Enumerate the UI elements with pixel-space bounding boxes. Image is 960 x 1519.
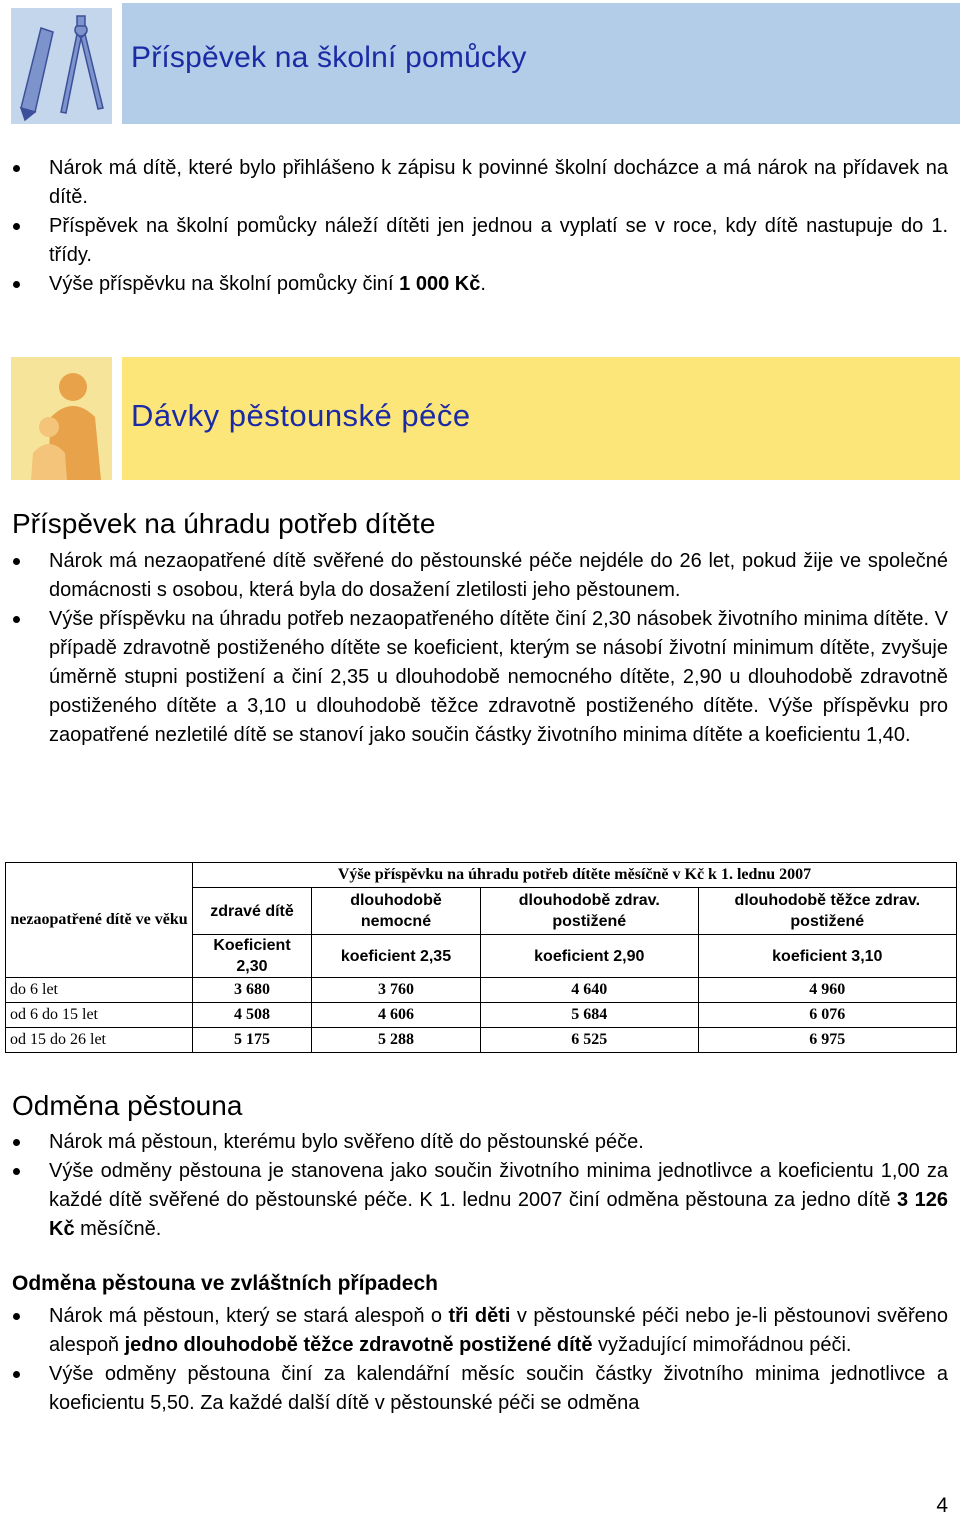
table-row [6, 1028, 957, 1053]
list-item: Výše odměny pěstouna činí za kalendářní měsíc součin částky životního minima jednotlivce a koeficientu 5,50. Za každé další dítě v pěstounské péči se odměna [0, 1360, 960, 1418]
table-title: Výše příspěvku na úhradu potřeb dítěte měsíčně v Kč k 1. lednu 2007 [193, 863, 957, 888]
banner-title: Dávky pěstounské péče [131, 398, 471, 433]
allowance-table [5, 862, 957, 1053]
list-item: Příspěvek na školní pomůcky náleží dítěti jen jednou a vyplatí se v roce, kdy dítě nastupuje do 1. třídy. [0, 212, 960, 270]
column-header: dlouhodobě těžce zdrav. postižené [698, 888, 956, 935]
list-item: Výše odměny pěstouna je stanovena jako součin životního minima jednotlivce a koeficientu 1,00 za každé dítě svěřené do pěstounské péče. K 1. lednu 2007 činí odměna pěstouna za jedno dítě 3 126 Kč měsíčně. [0, 1157, 960, 1244]
section-heading: Odměna pěstouna [12, 1090, 243, 1121]
school-aid-list [0, 154, 960, 299]
coefficient-cell: koeficient 2,35 [311, 935, 480, 978]
pencil-compass-icon [11, 8, 112, 124]
value-cell: 6 975 [698, 1028, 956, 1053]
age-cell: od 6 do 15 let [6, 1003, 193, 1028]
subsection-heading: Odměna pěstouna ve zvláštních případech [12, 1272, 438, 1295]
column-header: dlouhodobě zdrav. postižené [480, 888, 698, 935]
foster-allowance-list [0, 547, 960, 750]
list-item: Výše příspěvku na školní pomůcky činí 1 000 Kč. [0, 270, 960, 299]
row-header-cell: nezaopatřené dítě ve věku [6, 863, 193, 978]
coefficient-cell: Koeficient 2,30 [193, 935, 312, 978]
coefficient-cell: koeficient 2,90 [480, 935, 698, 978]
table-row [6, 1003, 957, 1028]
banner-icon-box [11, 8, 112, 124]
column-header: zdravé dítě [193, 888, 312, 935]
page-number: 4 [936, 1494, 948, 1517]
value-cell: 4 640 [480, 978, 698, 1003]
value-cell: 5 175 [193, 1028, 312, 1053]
value-cell: 4 606 [311, 1003, 480, 1028]
value-cell: 4 960 [698, 978, 956, 1003]
list-item: Nárok má dítě, které bylo přihlášeno k zápisu k povinné školní docházce a má nárok na přídavek na dítě. [0, 154, 960, 212]
table-row [6, 978, 957, 1003]
list-item: Nárok má pěstoun, který se stará alespoň o tři děti v pěstounské péči nebo je-li pěstounovi svěřeno alespoň jedno dlouhodobě těžce zdravotně postižené dítě vyžadující mimořádnou péči. [0, 1302, 960, 1360]
coefficient-cell: koeficient 3,10 [698, 935, 956, 978]
value-cell: 6 076 [698, 1003, 956, 1028]
banner-title: Příspěvek na školní pomůcky [131, 41, 527, 74]
value-cell: 3 680 [193, 978, 312, 1003]
value-cell: 3 760 [311, 978, 480, 1003]
section-heading: Příspěvek na úhradu potřeb dítěte [12, 508, 436, 539]
list-item: Nárok má pěstoun, kterému bylo svěřeno dítě do pěstounské péče. [0, 1128, 960, 1157]
value-cell: 4 508 [193, 1003, 312, 1028]
age-cell: do 6 let [6, 978, 193, 1003]
list-item: Výše příspěvku na úhradu potřeb nezaopatřeného dítěte činí 2,30 násobek životního minima dítěte. V případě zdravotně postiženého dítěte se koeficient, kterým se násobí životní minimum dítěte, zvyšuje úměrně stupni postižení a činí 2,35 u dlouhodobě nemocného dítěte, 2,90 u dlouhodobě zdravotně postiženého dítěte a 3,10 u dlouhodobě těžce zdravotně postiženého dítěte. Výše příspěvku pro zaopatřené nezletilé dítě se stanoví jako součin částky životního minima dítěte a koeficientu 1,40. [0, 605, 960, 750]
list-item: Nárok má nezaopatřené dítě svěřené do pěstounské péče nejdéle do 26 let, pokud žije ve společné domácnosti s osobou, která byla do dosažení zletilosti jeho pěstounem. [0, 547, 960, 605]
foster-reward-list [0, 1128, 960, 1244]
adult-child-icon [11, 357, 112, 480]
value-cell: 5 288 [311, 1028, 480, 1053]
special-cases-list [0, 1302, 960, 1418]
age-cell: od 15 do 26 let [6, 1028, 193, 1053]
banner-icon-box [11, 357, 112, 480]
column-header: dlouhodobě nemocné [311, 888, 480, 935]
value-cell: 5 684 [480, 1003, 698, 1028]
value-cell: 6 525 [480, 1028, 698, 1053]
